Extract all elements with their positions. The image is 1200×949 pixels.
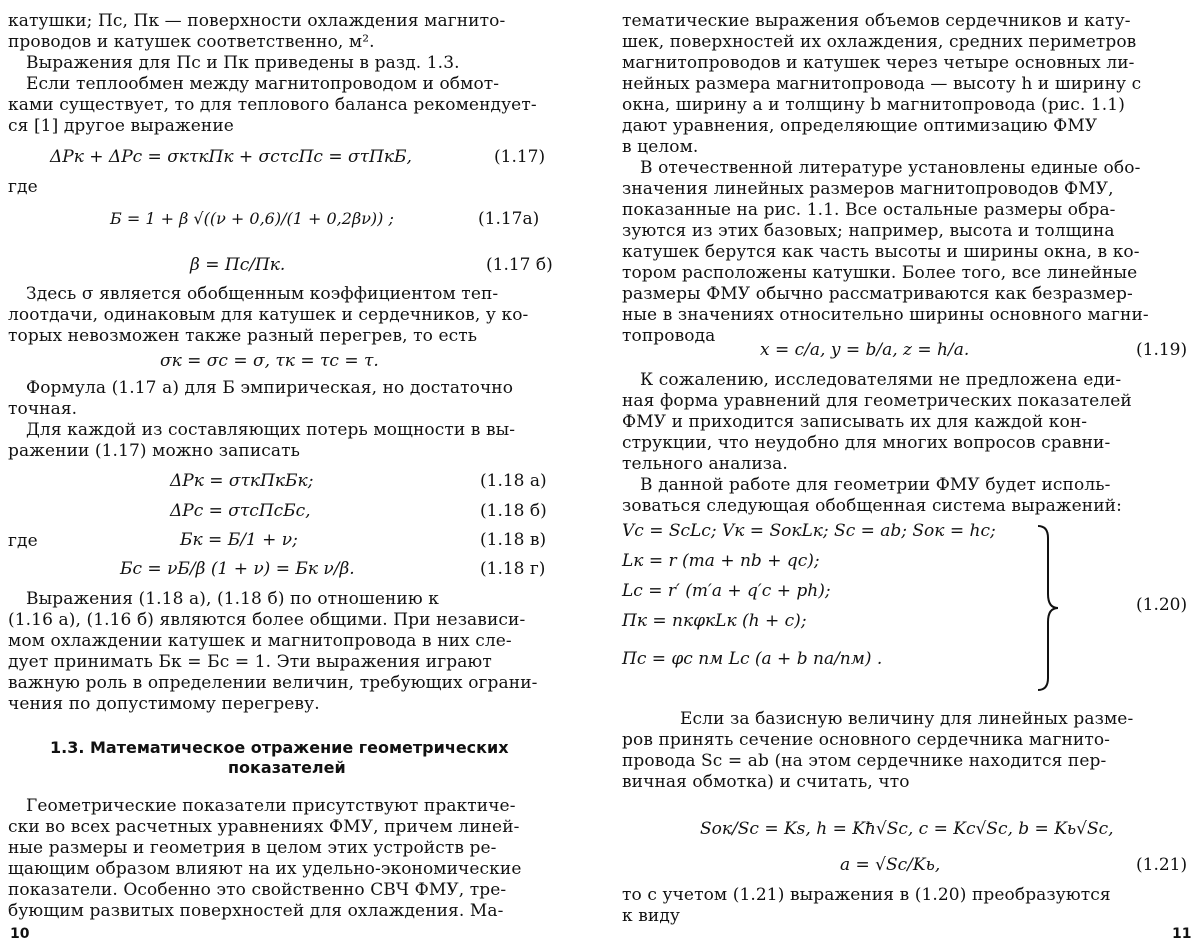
text-line: тельного анализа. xyxy=(622,454,788,474)
text-line: зуются из этих базовых; например, высота и толщина xyxy=(622,221,1115,241)
text-line: ные в значениях относительно ширины основного магни- xyxy=(622,305,1149,325)
text-line: К сожалению, исследователями не предложена еди- xyxy=(640,370,1122,390)
text-line: (1.16 а), (1.16 б) являются более общими. При независи- xyxy=(8,610,526,630)
equation-1-18b: ΔPс = στсПсБс, xyxy=(170,501,311,521)
text-line: Для каждой из составляющих потерь мощности в вы- xyxy=(26,420,516,440)
section-heading: 1.3. Математическое отражение геометрических xyxy=(50,738,509,757)
text-line: ная форма уравнений для геометрических показателей xyxy=(622,391,1132,411)
equation-number: (1.17) xyxy=(494,147,546,167)
text-line: ражении (1.17) можно записать xyxy=(8,441,300,461)
text-line: Выражения для Пс и Пк приведены в разд. 1.3. xyxy=(26,53,460,73)
text-line: тором расположены катушки. Более того, все линейные xyxy=(622,263,1138,283)
equation-number: (1.17a) xyxy=(478,209,540,229)
text-line: катушек берутся как часть высоты и ширины окна, в ко- xyxy=(622,242,1140,262)
text-line: магнитопроводов и катушек через четыре основных ли- xyxy=(622,53,1135,73)
text-line: чения по допустимому перегреву. xyxy=(8,694,320,714)
text-where: где xyxy=(8,531,38,551)
equation-1-17a: Б = 1 + β √((ν + 0,6)/(1 + 0,2βν)) ; xyxy=(110,209,394,228)
text-line: точная. xyxy=(8,399,78,419)
equation-sigma: σк = σс = σ, τк = τс = τ. xyxy=(160,351,379,371)
text-line: дует принимать Бк = Бс = 1. Эти выражения играют xyxy=(8,652,492,672)
equation-number: (1.18 б) xyxy=(480,501,547,521)
equation-number: (1.21) xyxy=(1136,855,1188,875)
text-line: Выражения (1.18 а), (1.18 б) по отношению к xyxy=(26,589,439,609)
equation-number: (1.18 а) xyxy=(480,471,547,491)
equation-number: (1.19) xyxy=(1136,340,1188,360)
text-line: ски во всех расчетных уравнениях ФМУ, причем линей- xyxy=(8,817,520,837)
section-heading: показателей xyxy=(228,758,346,777)
equation-number: (1.17 б) xyxy=(486,255,553,275)
equation-number: (1.20) xyxy=(1136,595,1188,615)
text-line: ками существует, то для теплового баланса рекомендует- xyxy=(8,95,537,115)
text-line: нейных размера магнитопровода — высоту h и ширину c xyxy=(622,74,1142,94)
text-line: к виду xyxy=(622,906,680,926)
equation-1-18a: ΔPк = στкПкБк; xyxy=(170,471,314,491)
text-line: Геометрические показатели присутствуют практиче- xyxy=(26,796,516,816)
text-line: Формула (1.17 а) для Б эмпирическая, но достаточно xyxy=(26,378,514,398)
text-line: дают уравнения, определяющие оптимизацию ФМУ xyxy=(622,116,1098,136)
text-line: ные размеры и геометрия в целом этих устройств ре- xyxy=(8,838,497,858)
equation-1-17b: β = Пс/Пк. xyxy=(190,255,286,275)
text-line: В отечественной литературе установлены единые обо- xyxy=(640,158,1141,178)
page-number: 10 xyxy=(10,926,30,942)
system-line: Vс = SсLс; Vк = SокLк; Sс = ab; Sок = hc; xyxy=(622,521,996,541)
text-line: тематические выражения объемов сердечников и кату- xyxy=(622,11,1131,31)
text-line: ФМУ и приходится записывать их для каждой кон- xyxy=(622,412,1088,432)
text-line: ся [1] другое выражение xyxy=(8,116,234,136)
text-line: показатели. Особенно это свойственно СВЧ ФМУ, тре- xyxy=(8,880,507,900)
text-line: катушки; Пс, Пк — поверхности охлаждения магнито- xyxy=(8,11,506,31)
text-line: размеры ФМУ обычно рассматриваются как безразмер- xyxy=(622,284,1133,304)
text-line: бующим развитых поверхностей для охлаждения. Ма- xyxy=(8,901,504,921)
system-line: Lк = r (ma + nb + qc); xyxy=(622,551,820,571)
text-line: струкции, что неудобно для многих вопросов сравни- xyxy=(622,433,1111,453)
text-line: мом охлаждении катушек и магнитопровода в них сле- xyxy=(8,631,512,651)
text-line: ров принять сечение основного сердечника магнито- xyxy=(622,730,1111,750)
text-where: где xyxy=(8,177,38,197)
equation-1-21-line1: Sок/Sс = Kѕ, h = Kħ√Sс, c = Kс√Sс, b = Kь√Sс, xyxy=(700,819,1114,839)
text-line: окна, ширину a и толщину b магнитопровода (рис. 1.1) xyxy=(622,95,1125,115)
brace-icon xyxy=(1036,524,1060,692)
text-line: важную роль в определении величин, требующих ограни- xyxy=(8,673,538,693)
text-line: зоваться следующая обобщенная система выражений: xyxy=(622,496,1122,516)
system-line: Пк = nкφкLк (h + c); xyxy=(622,611,807,631)
text-line: проводов и катушек соответственно, м². xyxy=(8,32,375,52)
text-line: лоотдачи, одинаковым для катушек и сердечников, у ко- xyxy=(8,305,529,325)
page-number: 11 xyxy=(1172,926,1192,942)
text-line: щающим образом влияют на их удельно-экономические xyxy=(8,859,522,879)
equation-1-18v: Бк = Б/1 + ν; xyxy=(180,530,298,550)
text-line: в целом. xyxy=(622,137,699,157)
text-line: шек, поверхностей их охлаждения, средних периметров xyxy=(622,32,1137,52)
system-line: Lс = r′ (m′a + q′c + ph); xyxy=(622,581,831,601)
text-line: топровода xyxy=(622,326,716,346)
equation-1-17: ΔPк + ΔPс = σкτкПк + σсτсПс = στПкБ, xyxy=(50,147,412,167)
text-line: Если теплообмен между магнитопроводом и обмот- xyxy=(26,74,500,94)
system-line: Пс = φс nм Lс (a + b nа/nм) . xyxy=(622,649,883,669)
text-line: показанные на рис. 1.1. Все остальные размеры обра- xyxy=(622,200,1116,220)
equation-1-21-line2: a = √Sс/Kь, xyxy=(840,855,941,875)
text-line: значения линейных размеров магнитопроводов ФМУ, xyxy=(622,179,1114,199)
text-line: Если за базисную величину для линейных разме- xyxy=(680,709,1134,729)
text-line: вичная обмотка) и считать, что xyxy=(622,772,910,792)
equation-number: (1.18 г) xyxy=(480,559,546,579)
equation-1-18g: Бс = νБ/β (1 + ν) = Бк ν/β. xyxy=(120,559,355,579)
equation-number: (1.18 в) xyxy=(480,530,547,550)
right-page xyxy=(600,0,1200,949)
text-line: провода Sс = ab (на этом сердечнике находится пер- xyxy=(622,751,1107,771)
equation-1-19: x = c/a, y = b/a, z = h/a. xyxy=(760,340,970,360)
text-line: торых невозможен также разный перегрев, то есть xyxy=(8,326,478,346)
text-line: Здесь σ является обобщенным коэффициентом теп- xyxy=(26,284,499,304)
text-line: В данной работе для геометрии ФМУ будет исполь- xyxy=(640,475,1111,495)
text-line: то с учетом (1.21) выражения в (1.20) преобразуются xyxy=(622,885,1111,905)
